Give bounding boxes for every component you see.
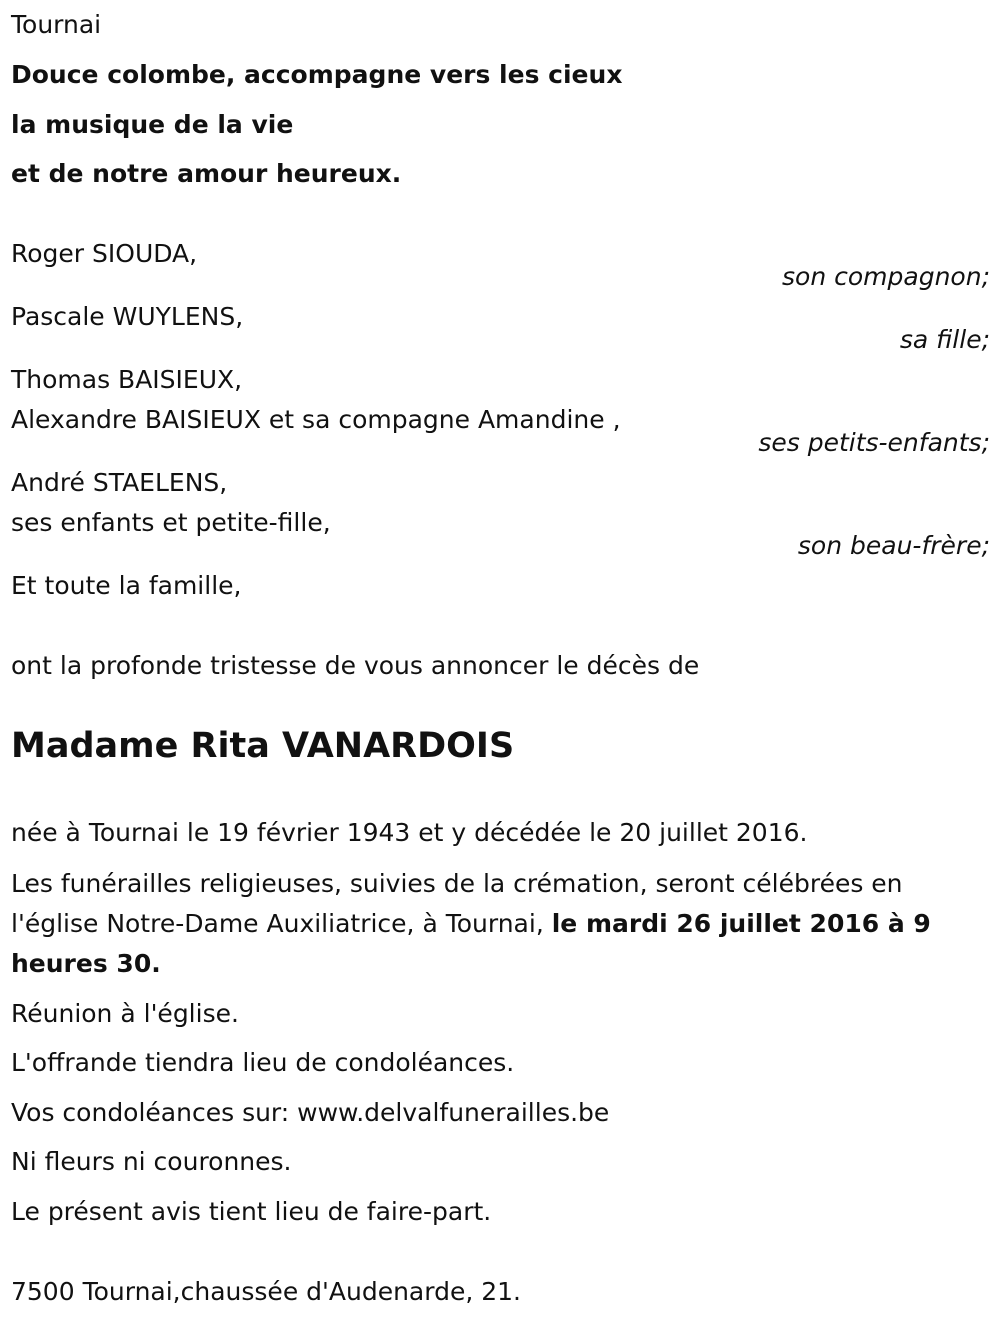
funeral-text: Les funérailles religieuses, suivies de la crémation, seront célébrées en l'église Notre-Dame Auxiliatrice, à Tournai,	[11, 869, 903, 938]
funeral-datetime: le mardi 26 juillet 2016 à 9 heures 30.	[11, 909, 931, 978]
family-name-pascale: Pascale WUYLENS,	[11, 302, 244, 331]
announcement-text: ont la profonde tristesse de vous annoncer le décès de	[11, 651, 700, 680]
relation-daughter: sa fille;	[899, 325, 990, 354]
family-closing: Et toute la famille,	[11, 571, 242, 600]
city-header: Tournai	[11, 10, 102, 39]
relation-brother-in-law: son beau-frère;	[797, 531, 990, 560]
offering-note: L'offrande tiendra lieu de condoléances.	[11, 1048, 515, 1077]
family-name-andre-children: ses enfants et petite-fille,	[11, 508, 331, 537]
relation-grandchildren: ses petits-enfants;	[758, 428, 990, 457]
poem-line-3: et de notre amour heureux.	[11, 159, 402, 188]
address: 7500 Tournai,chaussée d'Audenarde, 21.	[11, 1277, 521, 1306]
family-name-andre: André STAELENS,	[11, 468, 228, 497]
relation-companion: son compagnon;	[782, 262, 990, 291]
family-name-roger: Roger SIOUDA,	[11, 239, 198, 268]
meeting-note: Réunion à l'église.	[11, 999, 239, 1028]
flowers-note: Ni fleurs ni couronnes.	[11, 1147, 292, 1176]
condolences-note: Vos condoléances sur: www.delvalfunerailles.be	[11, 1098, 610, 1127]
deceased-name: Madame Rita VANARDOIS	[11, 726, 515, 766]
poem-line-1: Douce colombe, accompagne vers les cieux	[11, 60, 623, 89]
poem-line-2: la musique de la vie	[11, 110, 294, 139]
family-name-alexandre: Alexandre BAISIEUX et sa compagne Amandine ,	[11, 405, 621, 434]
funeral-paragraph	[11, 864, 971, 984]
notice-note: Le présent avis tient lieu de faire-part.	[11, 1197, 492, 1226]
birth-death-text: née à Tournai le 19 février 1943 et y décédée le 20 juillet 2016.	[11, 818, 808, 847]
family-name-thomas: Thomas BAISIEUX,	[11, 365, 243, 394]
